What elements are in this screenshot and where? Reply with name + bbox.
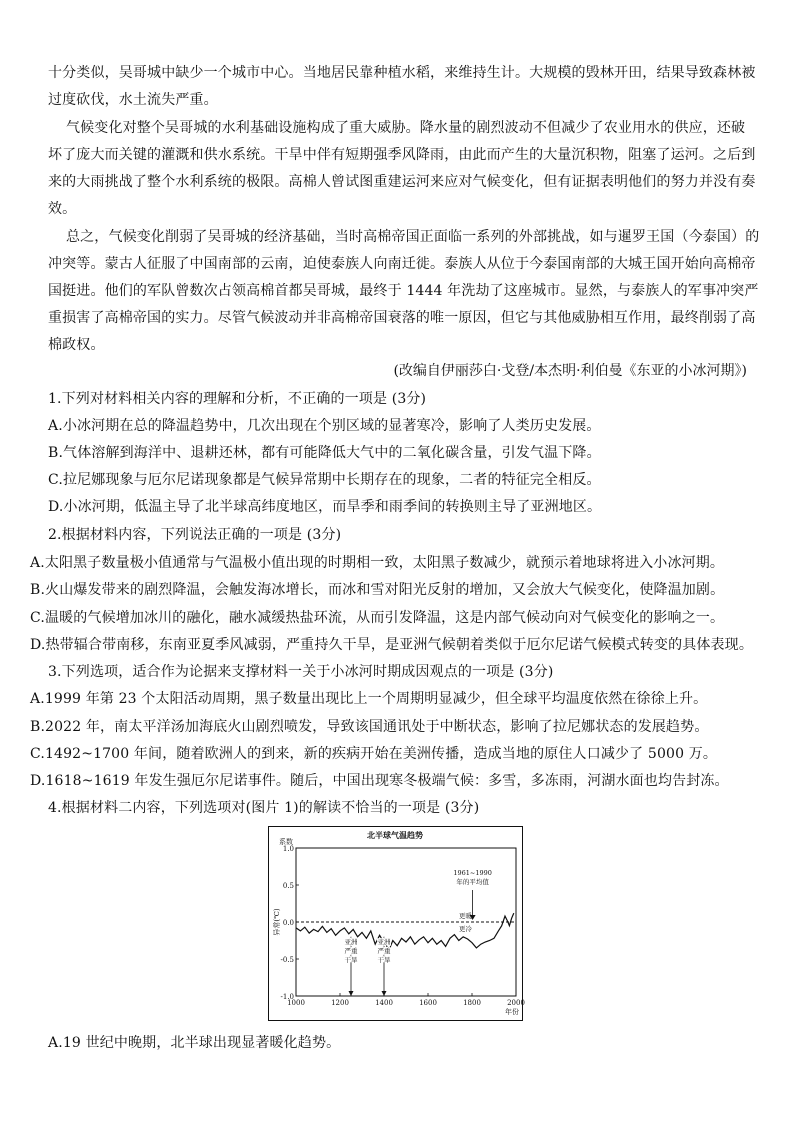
y-tick-label: 0.5 (282, 882, 294, 890)
drought-annotation-label: 亚洲 (377, 938, 391, 947)
colder-label: 更冷 (458, 925, 472, 933)
passage-line: 坏了庞大而关键的灌溉和供水系统。干旱中伴有短期强季风降雨，由此而产生的大量沉积物，阻塞了运河。之后到 (48, 147, 756, 163)
warmer-label: 更暖 (458, 912, 472, 920)
question-option: A.小冰河期在总的降温趋势中，几次出现在个别区域的显著寒冷，影响了人类历史发展。 (48, 418, 601, 434)
passage-line: 总之，气候变化削弱了吴哥城的经济基础，当时高棉帝国正面临一系列的外部挑战，如与暹罗王国（今泰国）的 (66, 229, 760, 245)
question-option: D.热带辐合带南移，东南亚夏季风减弱，严重持久干旱，是亚洲气候朝着类似于厄尔尼诺气候模式转变的具体表现。 (30, 637, 753, 653)
question-stem: 4.根据材料二内容，下列选项对(图片 1)的解读不恰当的一项是 (3分) (48, 800, 480, 816)
question-option: D.小冰河期，低温主导了北半球高纬度地区，而旱季和雨季间的转换则主导了亚洲地区。 (48, 499, 602, 515)
x-tick-label: 1800 (463, 999, 481, 1007)
y-tick-label: -1.0 (280, 993, 294, 1001)
x-tick-label: 1600 (419, 999, 437, 1007)
y-tick-label: -0.5 (280, 956, 294, 964)
mean-annotation-label: 年的平均值 (456, 878, 489, 886)
question-option: A.太阳黑子数量极小值通常与气温极小值出现的时期相一致，太阳黑子数减少，就预示着地球将进入小冰河期。 (30, 555, 725, 571)
passage-line: 过度砍伐，水土流失严重。 (48, 92, 218, 108)
drought-annotation-label: 严重 (344, 947, 358, 956)
passage-line: 国挺进。他们的军队曾数次占领高棉首都吴哥城，最终于 1444 年洗劫了这座城市。显然，与泰族人的军事冲突严 (48, 283, 759, 299)
x-tick-label: 1200 (331, 999, 349, 1007)
passage-line: 冲突等。蒙古人征服了中国南部的云南，迫使泰族人向南迁徙。泰族人从位于今泰国南部的大城王国开始向高棉帝 (48, 256, 756, 272)
y-tick-label: 0.0 (282, 919, 294, 927)
question-option: A.1999 年第 23 个太阳活动周期，黑子数量出现比上一个周期明显减少，但全球平均温度依然在徐徐上升。 (30, 691, 708, 707)
question-option: B.2022 年，南太平洋汤加海底火山剧烈喷发，导致该国通讯处于中断状态，影响了拉尼娜状态的发展趋势。 (30, 719, 709, 735)
x-tick-label: 2000 (507, 999, 525, 1007)
drought-annotation-label: 干旱 (377, 956, 391, 965)
question-stem: 2.根据材料内容，下列说法正确的一项是 (3分) (48, 527, 342, 543)
drought-annotation-label: 亚洲 (344, 938, 358, 947)
passage-line: 棉政权。 (48, 337, 105, 353)
chart-ylabel-top: 系数 (279, 838, 293, 846)
x-tick-label: 1400 (375, 999, 393, 1007)
question-stem: 1.下列对材料相关内容的理解和分析，不正确的一项是 (3分) (48, 391, 427, 407)
x-axis-label: 年份 (505, 1008, 519, 1016)
passage-line: 十分类似，吴哥城中缺少一个城市中心。当地居民靠种植水稻，来维持生计。大规模的毁林开田，结果导致森林被 (48, 65, 756, 81)
mean-annotation-label: 1961~1990 (453, 869, 492, 877)
y-tick-label: 1.0 (282, 845, 294, 853)
question-option: A.19 世纪中晚期，北半球出现显著暖化趋势。 (48, 1035, 341, 1051)
passage-line: 气候变化对整个吴哥城的水利基础设施构成了重大威胁。降水量的剧烈波动不但减少了农业用水的供应，还破 (66, 120, 746, 136)
passage-line: 来的大雨挑战了整个水利系统的极限。高棉人曾试图重建运河来应对气候变化，但有证据表明他们的努力并没有奏 (48, 174, 756, 190)
passage-line: 重损害了高棉帝国的实力。尽管气候波动并非高棉帝国衰落的唯一原因，但它与其他威胁相互作用，最终削弱了高 (48, 310, 756, 326)
passage-line: 效。 (48, 201, 77, 217)
x-tick-label: 1000 (287, 999, 305, 1007)
question-option: B.火山爆发带来的剧烈降温，会触发海冰增长，而冰和雪对阳光反射的增加，又会放大气候变化，使降温加剧。 (30, 582, 725, 598)
temperature-chart (268, 826, 523, 1021)
question-option: D.1618~1619 年发生强厄尔尼诺事件。随后，中国出现寒冬极端气候：多雪，多冻雨，河湖水面也均告封冻。 (30, 773, 729, 789)
chart-title: 北半球气温趋势 (367, 830, 423, 840)
question-option: B.气体溶解到海洋中、退耕还林，都有可能降低大气中的二氧化碳含量，引发气温下降。 (48, 445, 601, 461)
temperature-chart-svg (268, 826, 523, 1021)
question-option: C.拉尼娜现象与厄尔尼诺现象都是气候异常期中长期存在的现象，二者的特征完全相反。 (48, 472, 601, 488)
y-axis-label: 异常(℃) (273, 908, 281, 936)
drought-annotation-label: 干旱 (344, 956, 358, 965)
question-stem: 3.下列选项，适合作为论据来支撑材料一关于小冰河时期成因观点的一项是 (3分) (48, 664, 554, 680)
question-option: C.1492~1700 年间，随着欧洲人的到来，新的疾病开始在美洲传播，造成当地的原住人口减少了 5000 万。 (30, 746, 718, 762)
drought-annotation-label: 严重 (377, 947, 391, 956)
question-option: C.温暖的气候增加冰川的融化，融水减缓热盐环流，从而引发降温，这是内部气候动向对气候变化的影响之一。 (30, 610, 725, 626)
source-citation: (改编自伊丽莎白·戈登/本杰明·利伯曼《东亚的小冰河期》) (393, 363, 747, 379)
chart-frame (269, 827, 523, 1021)
